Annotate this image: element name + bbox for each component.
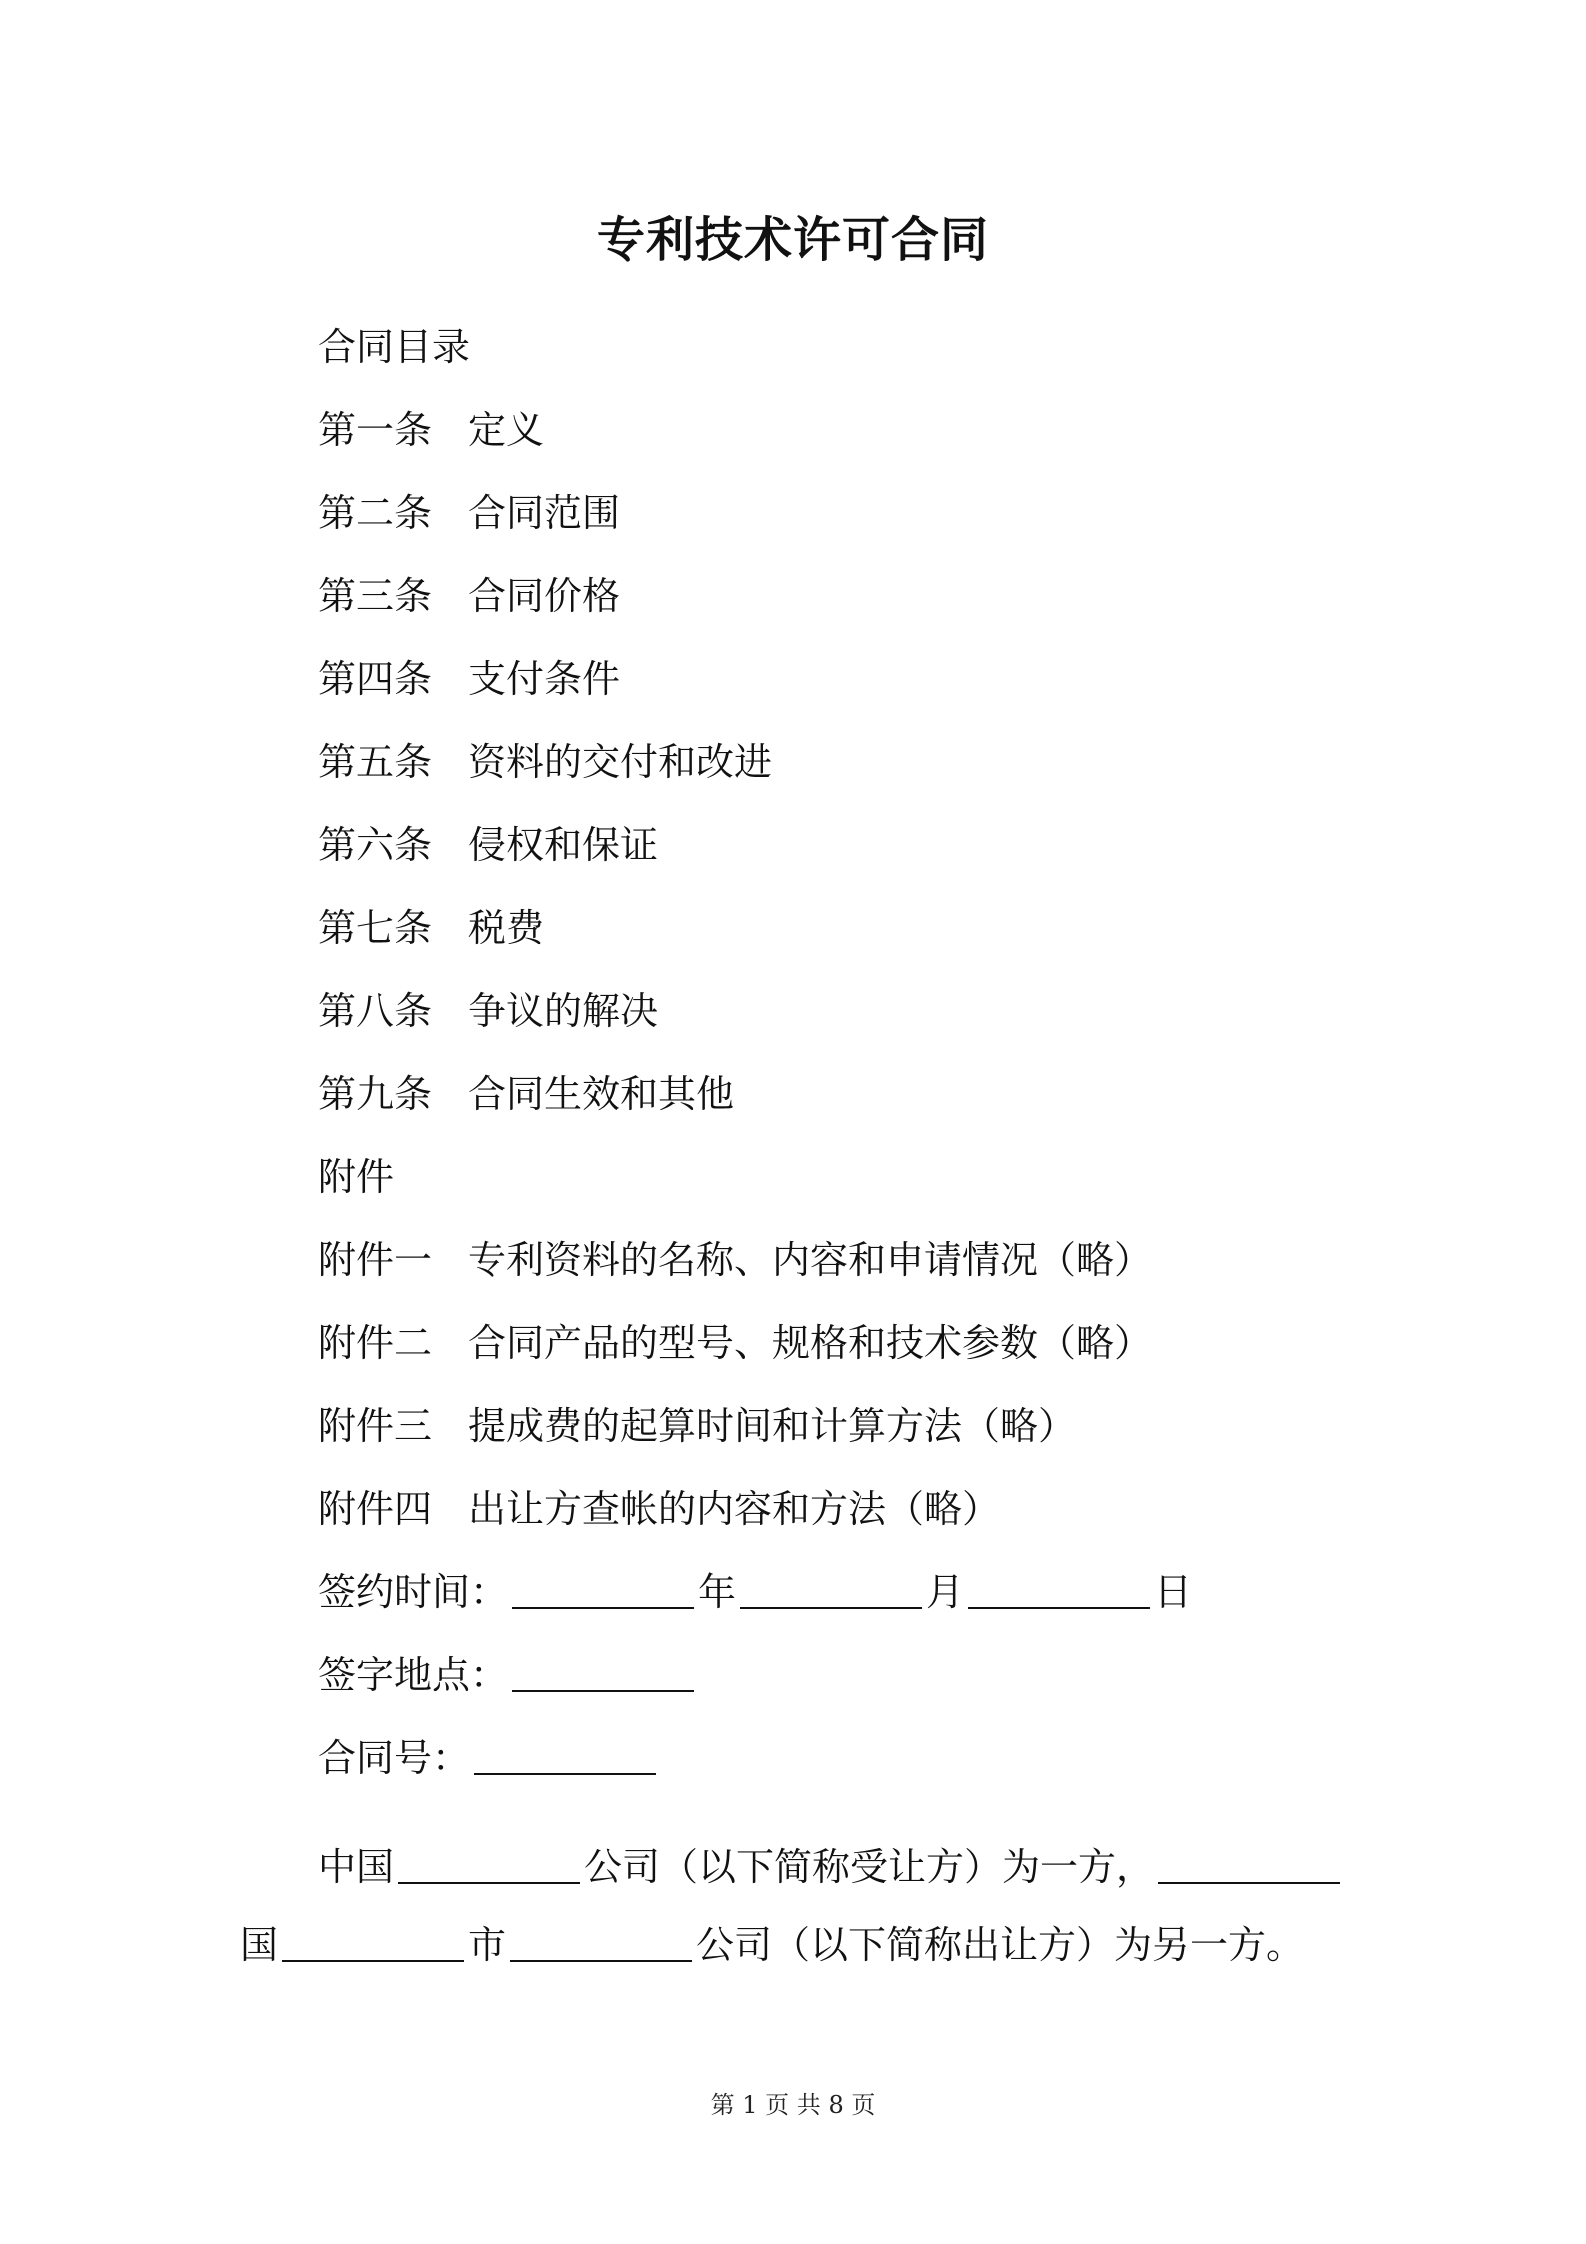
- attachment-item: [318, 1235, 1152, 1285]
- attachment-title: 合同产品的型号、规格和技术参数（略）: [468, 1321, 1153, 1365]
- attachment-number: 附件三: [318, 1404, 433, 1448]
- toc-item: [318, 820, 658, 870]
- article-title: 支付条件: [468, 657, 621, 701]
- signing-year-blank[interactable]: [512, 1571, 694, 1609]
- toc-item: [318, 405, 544, 455]
- attachment-title: 出让方查帐的内容和方法（略）: [468, 1487, 1001, 1531]
- article-number: 第五条: [318, 740, 433, 784]
- attachment-item: [318, 1401, 1076, 1451]
- parties-line-1: [318, 1842, 1344, 1892]
- document-title: 专利技术许可合同: [596, 212, 989, 268]
- article-number: 第九条: [318, 1072, 433, 1116]
- city-label: 市: [468, 1923, 507, 1967]
- article-title: 争议的解决: [468, 989, 659, 1033]
- country-suffix-label: 国: [240, 1923, 279, 1967]
- article-title: 定义: [468, 408, 545, 452]
- month-label: 月: [926, 1570, 965, 1614]
- article-number: 第六条: [318, 823, 433, 867]
- attachment-number: 附件二: [318, 1321, 433, 1365]
- attachment-title: 专利资料的名称、内容和申请情况（略）: [468, 1238, 1153, 1282]
- contract-number-label: 合同号：: [318, 1736, 471, 1780]
- licensor-text: 公司（以下简称出让方）为另一方。: [696, 1923, 1305, 1967]
- attachment-number: 附件一: [318, 1238, 433, 1282]
- parties-line-2: [240, 1920, 1304, 1970]
- attachment-title: 提成费的起算时间和计算方法（略）: [468, 1404, 1077, 1448]
- contract-number-blank[interactable]: [474, 1737, 656, 1775]
- article-title: 税费: [468, 906, 545, 950]
- page-number-footer: 第 1 页 共 8 页: [710, 2091, 876, 2119]
- signing-time-line: [318, 1567, 1192, 1617]
- article-title: 合同价格: [468, 574, 621, 618]
- article-number: 第四条: [318, 657, 433, 701]
- attachments-heading: 附件: [318, 1155, 395, 1199]
- licensor-company-blank[interactable]: [510, 1924, 692, 1962]
- article-title: 侵权和保证: [468, 823, 659, 867]
- toc-item: [318, 571, 620, 621]
- attachment-number: 附件四: [318, 1487, 433, 1531]
- licensee-text: 公司（以下简称受让方）为一方，: [584, 1845, 1155, 1889]
- country-label: 中国: [318, 1845, 395, 1889]
- signing-place-label: 签字地点：: [318, 1653, 509, 1697]
- toc-item: [318, 903, 544, 953]
- article-number: 第七条: [318, 906, 433, 950]
- toc-item: [318, 488, 620, 538]
- article-title: 合同范围: [468, 491, 621, 535]
- article-title: 资料的交付和改进: [468, 740, 773, 784]
- attachment-item: [318, 1318, 1152, 1368]
- attachment-item: [318, 1484, 1000, 1534]
- article-number: 第一条: [318, 408, 433, 452]
- licensor-city-blank[interactable]: [282, 1924, 464, 1962]
- year-label: 年: [698, 1570, 737, 1614]
- signing-time-label: 签约时间：: [318, 1570, 509, 1614]
- article-number: 第八条: [318, 989, 433, 1033]
- licensee-company-blank[interactable]: [398, 1846, 580, 1884]
- signing-day-blank[interactable]: [968, 1571, 1150, 1609]
- signing-place-line: [318, 1650, 698, 1700]
- day-label: 日: [1154, 1570, 1193, 1614]
- toc-item: [318, 654, 620, 704]
- toc-item: [318, 986, 658, 1036]
- toc-item: [318, 1069, 734, 1119]
- licensor-country-blank[interactable]: [1158, 1846, 1340, 1884]
- toc-item: [318, 737, 772, 787]
- contract-number-line: [318, 1733, 660, 1783]
- signing-month-blank[interactable]: [740, 1571, 922, 1609]
- article-number: 第三条: [318, 574, 433, 618]
- article-number: 第二条: [318, 491, 433, 535]
- toc-heading: 合同目录: [318, 325, 471, 369]
- article-title: 合同生效和其他: [468, 1072, 735, 1116]
- signing-place-blank[interactable]: [512, 1654, 694, 1692]
